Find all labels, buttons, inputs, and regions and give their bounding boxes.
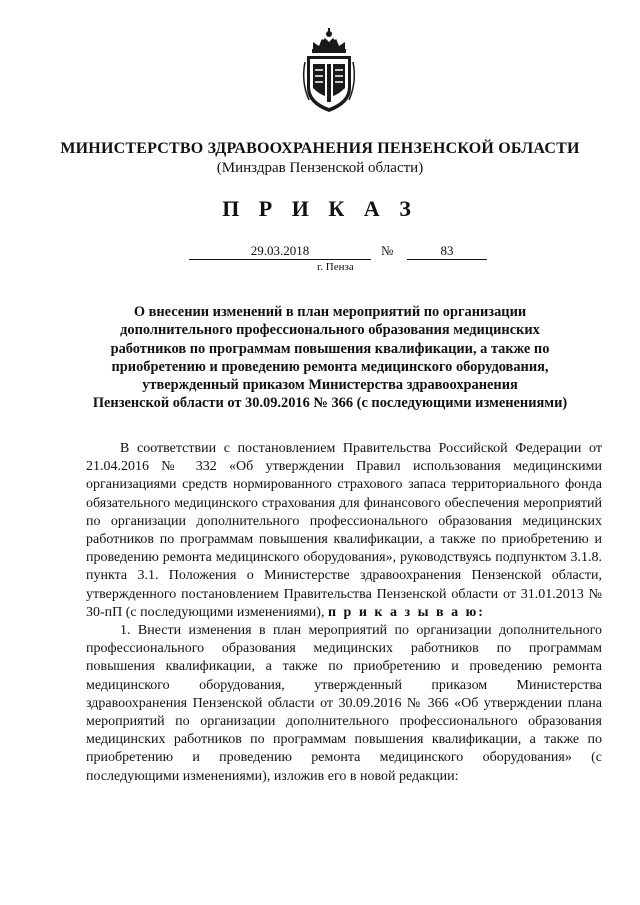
order-title: П Р И К А З bbox=[222, 196, 418, 221]
subject-line: О внесении изменений в план мероприятий по организации bbox=[133, 304, 527, 320]
body-paragraph bbox=[86, 440, 602, 622]
order-date: 29.03.2018 bbox=[189, 243, 371, 260]
order-body bbox=[86, 440, 602, 786]
subject-line: дополнительного профессионального образования медицинских bbox=[120, 322, 540, 339]
subject-line: утвержденный приказом Министерства здравоохранения bbox=[142, 377, 518, 394]
order-subject bbox=[90, 303, 570, 413]
order-directive: п р и к а з ы в а ю: bbox=[327, 604, 485, 620]
subject-line: работников по программам повышения квалификации, а также по bbox=[110, 340, 550, 357]
ministry-short-name: (Минздрав Пензенской области) bbox=[216, 160, 424, 176]
order-number: 83 bbox=[407, 243, 487, 260]
subject-line: Пензенской области от 30.09.2016 № 366 (с последующими изменениями) bbox=[92, 395, 568, 412]
preamble-text: В соответствии с постановлением Правительства Российской Федерации от 21.04.2016 № 332 «Об утверждении Правил использования медицинскими организациями средств нормированного страхового запаса территориального фонда обязательного медицинского страхования для финансового обеспечения мероприятий по организации дополнительного профессионального образования медицинских работников по программам повышения квалификации, а также по приобретению и проведению ремонта медицинского оборудования», руководствуясь подпунктом 3.1.8. пункта 3.1. Положения о Министерстве здравоохранения Пензенской области, утвержденного постановлением Правительства Пензенской области от 31.01.2013 № 30-пП (с последующими изменениями), bbox=[86, 441, 602, 620]
subject-line: приобретению и проведению ремонта медицинского оборудования, bbox=[111, 358, 549, 375]
coat-of-arms-icon bbox=[299, 28, 359, 114]
ministry-name: МИНИСТЕРСТВО ЗДРАВООХРАНЕНИЯ ПЕНЗЕНСКОЙ ОБЛАСТИ bbox=[60, 140, 580, 157]
body-paragraph: 1. Внести изменения в план мероприятий по организации дополнительного профессионального образования медицинских работников по программам повышения квалификации, а также по приобретению и проведению ремонта медицинского оборудования, утвержденный приказом Министерства здравоохранения Пензенской области от 30.09.2016 № 366 «Об утверждении плана мероприятий по организации дополнительного профессионального образования медицинских работников по программам повышения квалификации, а также по приобретению и проведению ремонта медицинского оборудования» (с последующими изменениями), изложив его в новой редакции: bbox=[86, 623, 602, 784]
order-city: г. Пенза bbox=[317, 261, 354, 273]
order-number-sign: № bbox=[381, 243, 394, 258]
